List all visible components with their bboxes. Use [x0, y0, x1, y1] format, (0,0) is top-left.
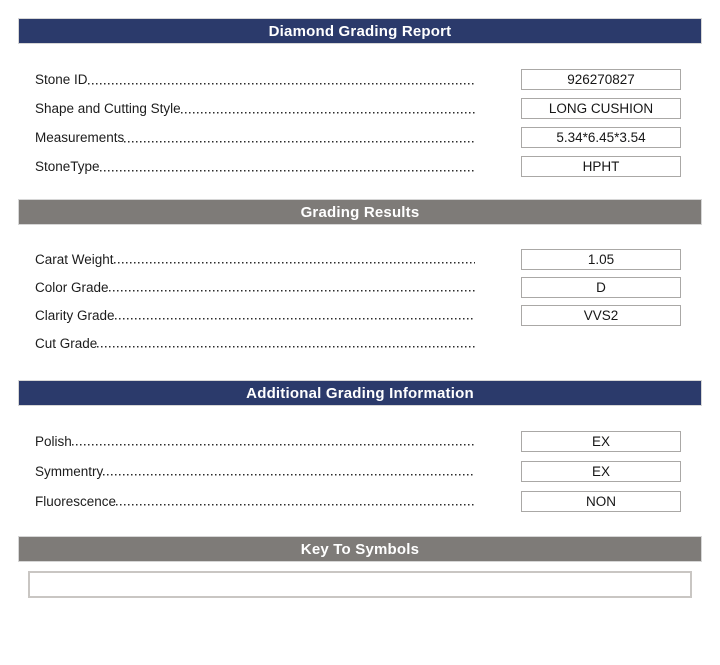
field-value: 1.05: [587, 251, 615, 267]
field-label: Clarity Grade: [35, 307, 115, 323]
field-row-shape-and-cutting-style: [18, 94, 702, 123]
section-header-label: Additional Grading Information: [246, 384, 474, 402]
key-to-symbols-box: [28, 571, 692, 598]
field-value-box: [521, 277, 681, 298]
field-value: LONG CUSHION: [548, 101, 654, 116]
dotted-leader: [88, 74, 475, 87]
field-label: Carat Weight: [35, 251, 114, 267]
field-label: Shape and Cutting Style: [35, 101, 181, 116]
field-row-polish: [18, 426, 702, 456]
field-value-box: [521, 127, 681, 148]
field-label: Color Grade: [35, 279, 109, 295]
field-label: Stone ID: [35, 72, 88, 87]
dotted-leader: [100, 161, 475, 174]
dotted-leader: [115, 310, 475, 323]
field-row-cut-grade: [18, 329, 702, 357]
field-label: Fluorescence: [35, 493, 117, 509]
field-label: StoneType: [35, 159, 100, 174]
field-value-box: [521, 461, 681, 482]
dotted-leader: [181, 103, 475, 116]
dotted-leader: [109, 282, 475, 295]
field-row-clarity-grade: [18, 301, 702, 329]
field-value: D: [596, 279, 606, 295]
dotted-leader: [114, 254, 475, 267]
dotted-leader: [97, 338, 475, 351]
section-header-grading-results: [18, 199, 702, 225]
dotted-leader: [103, 466, 475, 479]
section-header-label: Grading Results: [300, 203, 420, 221]
field-value: VVS2: [583, 307, 619, 323]
field-value: 5.34*6.45*3.54: [556, 130, 646, 145]
dotted-leader: [116, 496, 475, 509]
field-value: HPHT: [582, 159, 620, 174]
field-value-box: [521, 249, 681, 270]
field-row-stone-type: [18, 152, 702, 181]
dotted-leader: [72, 436, 475, 449]
field-label: Measurements: [35, 130, 125, 145]
section-header-additional-grading-information: [18, 380, 702, 406]
section-rows-additional-grading: [18, 426, 702, 516]
section-header-key-to-symbols: [18, 536, 702, 562]
field-value: EX: [591, 463, 610, 479]
field-value-box: [521, 431, 681, 452]
dotted-leader: [124, 132, 475, 145]
section-header-diamond-grading-report: [18, 18, 702, 44]
field-value-box: [521, 491, 681, 512]
field-row-carat-weight: [18, 245, 702, 273]
field-label: Symmentry: [35, 463, 104, 479]
field-row-symmetry: [18, 456, 702, 486]
section-header-label: Diamond Grading Report: [268, 22, 452, 40]
section-rows-grading-results: [18, 245, 702, 357]
field-value-box: [521, 305, 681, 326]
field-row-measurements: [18, 123, 702, 152]
field-value-box: [521, 156, 681, 177]
field-value: EX: [591, 433, 610, 449]
section-rows-identification: [18, 65, 702, 181]
field-label: Cut Grade: [35, 335, 98, 351]
field-label: Polish: [35, 433, 72, 449]
field-value: 926270827: [567, 72, 635, 87]
field-value: NON: [586, 493, 616, 509]
field-value-box: [521, 98, 681, 119]
field-row-fluorescence: [18, 486, 702, 516]
field-row-color-grade: [18, 273, 702, 301]
field-value-box: [521, 69, 681, 90]
diamond-grading-report: [0, 18, 720, 665]
field-row-stone-id: [18, 65, 702, 94]
section-header-label: Key To Symbols: [300, 540, 420, 558]
